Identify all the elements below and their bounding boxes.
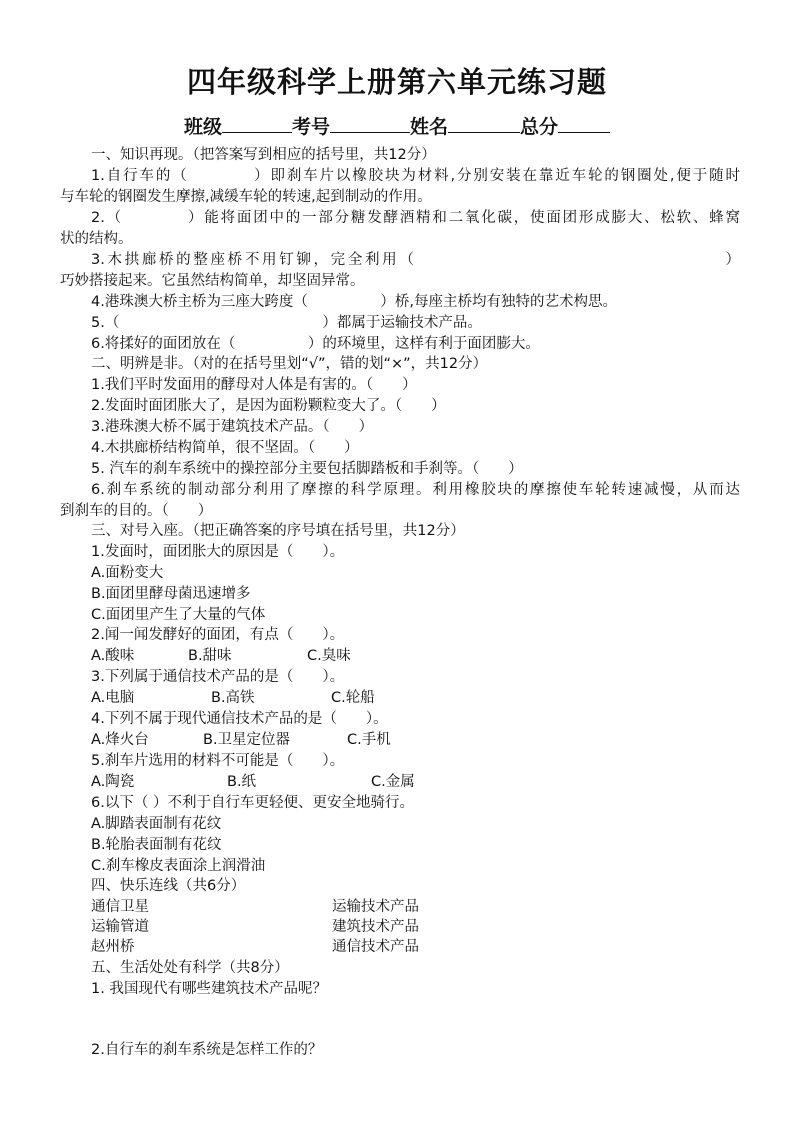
s2-question-3: 3.港珠澳大桥不属于建筑技术产品。（ ）	[91, 419, 374, 435]
s3-question-2: 2.闻一闻发酵好的面团，有点（ ）。	[91, 627, 345, 643]
section-4-heading: 四、快乐连线（共6分）	[91, 878, 246, 894]
s2-question-2: 2.发面时面团胀大了，是因为面粉颗粒变大了。（ ）	[91, 398, 446, 414]
s1-question-3-cont: 巧妙搭接起来。它虽然结构简单，却坚固异常。	[60, 273, 365, 289]
s3-q5-option-b: B.纸	[227, 774, 257, 790]
match-right-item: 建筑技术产品	[332, 919, 419, 935]
name-label: 姓名	[410, 116, 449, 138]
match-right-item: 通信技术产品	[332, 939, 419, 955]
s3-q1-option-b: B.面团里酵母菌迅速增多	[91, 586, 251, 602]
s3-q4-option-b: B.卫星定位器	[203, 732, 291, 748]
match-left-item: 赵州桥	[91, 939, 135, 955]
number-label: 考号	[291, 116, 330, 138]
s3-q1-option-a: A.面粉变大	[91, 565, 164, 581]
s1-question-2-cont: 状的结构。	[60, 231, 133, 247]
s3-question-4: 4.下列不属于现代通信技术产品的是（ ）。	[91, 711, 388, 727]
s1-question-2: 2.（ ）能将面团中的一部分糖发酵酒精和二氧化碳，使面团形成膨大、松软、蜂窝	[91, 210, 740, 226]
s1-question-3: 3.木拱廊桥的整座桥不用钉铆，完全利用（ ）	[91, 252, 740, 268]
section-5-heading: 五、生活处处有科学（共8分）	[91, 960, 289, 976]
s3-q3-option-b: B.高铁	[211, 690, 255, 706]
s2-question-1: 1.我们平时发面用的酵母对人体是有害的。（ ）	[91, 377, 417, 393]
s3-q2-option-b: B.甜味	[188, 648, 232, 664]
s2-question-6-cont: 到刹车的目的。（ ）	[60, 503, 213, 519]
section-3-heading: 三、对号入座。（把正确答案的序号填在括号里，共12分）	[91, 523, 465, 539]
s3-q6-option-c: C.刹车橡皮表面涂上润滑油	[91, 858, 266, 874]
s3-q3-option-c: C.轮船	[331, 690, 375, 706]
s3-q4-option-a: A.烽火台	[91, 732, 149, 748]
match-left-item: 通信卫星	[91, 899, 149, 915]
s1-question-4: 4.港珠澳大桥主桥为三座大跨度（ ）桥,每座主桥均有独特的艺术构思。	[91, 294, 617, 310]
s2-question-5: 5. 汽车的刹车系统中的操控部分主要包括脚踏板和手刹等。（ ）	[91, 461, 523, 477]
s2-question-6: 6.刹车系统的制动部分利用了摩擦的科学原理。利用橡胶块的摩擦使车轮转速减慢，从而达	[91, 482, 740, 498]
s3-question-3: 3.下列属于通信技术产品的是（ ）。	[91, 669, 345, 685]
s2-question-4: 4.木拱廊桥结构简单，很不坚固。（ ）	[91, 440, 359, 456]
name-blank[interactable]	[448, 113, 520, 133]
s3-q4-option-c: C.手机	[347, 732, 391, 748]
section-2-heading: 二、明辨是非。（对的在括号里划“√”，错的划“×”，共12分）	[91, 356, 488, 372]
s3-question-1: 1.发面时，面团胀大的原因是（ ）。	[91, 544, 345, 560]
student-info-line	[0, 112, 794, 139]
score-label: 总分	[520, 116, 559, 138]
s1-question-1: 1.自行车的（ ）即刹车片以橡胶块为材料,分别安装在靠近车轮的钢圈处,便于随时	[91, 168, 740, 184]
s3-q2-option-a: A.酸味	[91, 648, 135, 664]
class-blank[interactable]	[222, 113, 292, 133]
s3-q3-option-a: A.电脑	[91, 690, 135, 706]
score-blank[interactable]	[558, 113, 610, 133]
match-right-item: 运输技术产品	[332, 899, 419, 915]
s3-question-5: 5.刹车片选用的材料不可能是（ ）。	[91, 753, 345, 769]
s3-question-6: 6.以下（ ）不利于自行车更轻便、更安全地骑行。	[91, 795, 414, 811]
s3-q5-option-a: A.陶瓷	[91, 774, 135, 790]
s5-question-2: 2.自行车的刹车系统是怎样工作的？	[91, 1042, 323, 1058]
s3-q6-option-b: B.轮胎表面制有花纹	[91, 837, 222, 853]
page-title: 四年级科学上册第六单元练习题	[186, 65, 607, 99]
s3-q6-option-a: A.脚踏表面制有花纹	[91, 816, 222, 832]
s3-q1-option-c: C.面团里产生了大量的气体	[91, 607, 266, 623]
s1-question-1-cont: 与车轮的钢圈发生摩擦,减缓车轮的转速,起到制动的作用。	[60, 189, 432, 205]
s1-question-5: 5.（ ）都属于运输技术产品。	[91, 315, 482, 331]
match-left-item: 运输管道	[91, 919, 149, 935]
section-1-heading: 一、知识再现。（把答案写到相应的括号里，共12分）	[91, 147, 436, 163]
s1-question-6: 6.将揉好的面团放在（ ）的环境里，这样有利于面团膨大。	[91, 336, 540, 352]
s5-question-1: 1. 我国现代有哪些建筑技术产品呢？	[91, 981, 327, 997]
s3-q5-option-c: C.金属	[371, 774, 415, 790]
s3-q2-option-c: C.臭味	[307, 648, 351, 664]
number-blank[interactable]	[330, 113, 410, 133]
class-label: 班级	[183, 116, 222, 138]
